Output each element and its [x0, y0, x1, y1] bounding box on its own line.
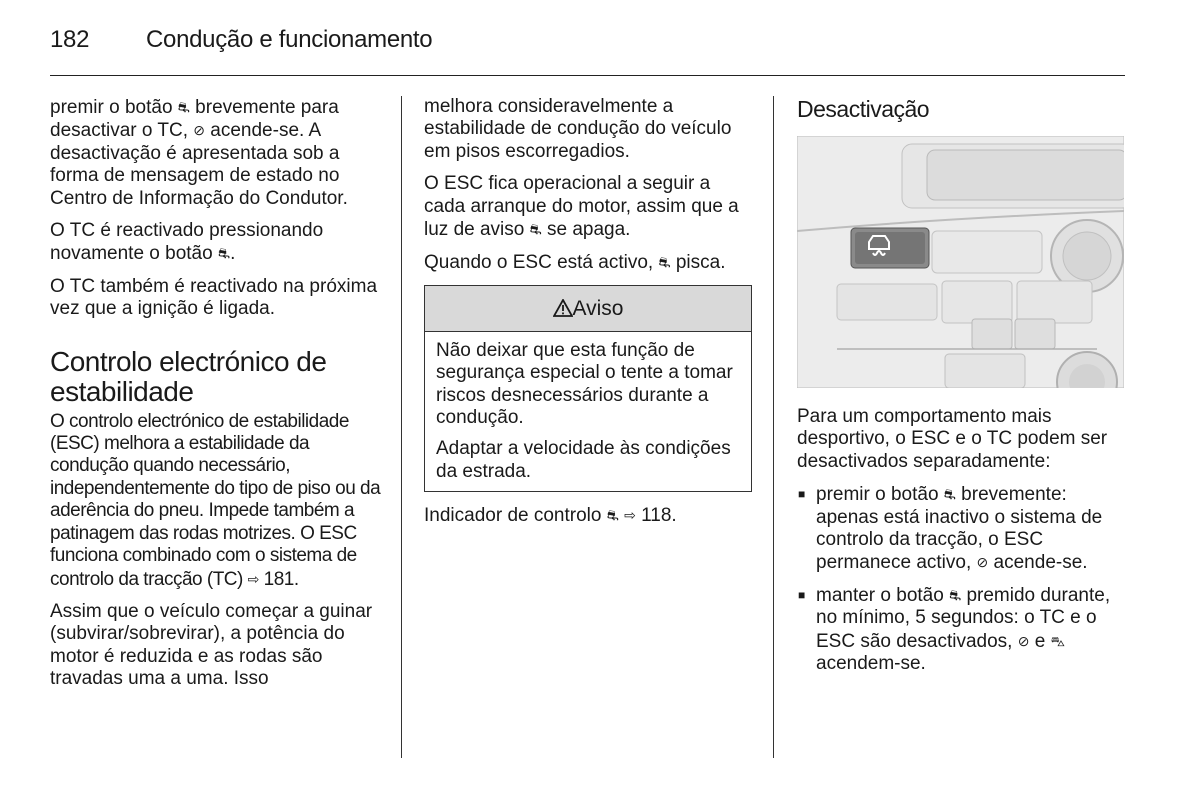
warning-text: Não deixar que esta função de segurança especial o tente a tomar riscos desnecessários durante a condução.: [436, 339, 733, 429]
tc-off-indicator-icon: ⊘: [976, 554, 989, 571]
warning-text: Adaptar a velocidade às condições da estrada.: [436, 438, 731, 482]
paragraph: O TC também é reactivado na próxima vez que a ignição é ligada.: [50, 275, 378, 320]
paragraph: Assim que o veículo começar a guinar (subvirar/sobrevirar), a potência do motor é reduzida e as rodas são travadas uma a uma. Isso: [50, 600, 373, 690]
list-item: ■ manter o botão ⛐ premido durante, no mínimo, 5 segundos: o TC e o ESC são desactivados, ⊘ e ⛍ acendem-se.: [797, 584, 1127, 676]
column-3: [797, 96, 1127, 684]
bullet-list: [797, 483, 1127, 675]
paragraph: premir o botão ⛐ brevemente para desactivar o TC, ⊘ acende-se. A desactivação é apresentada sob a forma de mensagem de estado no Centro de Informação do Condutor.: [50, 97, 348, 209]
paragraph: melhora consideravelmente a estabilidade de condução do veículo em pisos escorregadios.: [424, 96, 732, 162]
paragraph: Indicador de controlo ⛐ ⇨ 118.: [424, 505, 677, 527]
tc-off-indicator-icon: ⊘: [1017, 632, 1030, 649]
paragraph: O ESC fica operacional a seguir a cada arranque do motor, assim que a luz de aviso ⛐ se apaga.: [424, 173, 739, 241]
paragraph: Para um comportamento mais desportivo, o ESC e o TC podem ser desactivados separadamente:: [797, 406, 1108, 472]
arrow-reference-icon: ⇨: [247, 570, 259, 587]
page-number: 182: [50, 26, 90, 53]
section-title: Condução e funcionamento: [146, 26, 433, 53]
traction-control-button-icon: ⛐: [658, 254, 671, 271]
paragraph: O TC é reactivado pressionando novamente o botão ⛐.: [50, 220, 324, 265]
warning-title: Aviso: [572, 296, 624, 320]
section-heading: Desactivação: [797, 96, 930, 122]
paragraph: Quando o ESC está activo, ⛐ pisca.: [424, 252, 726, 274]
traction-control-button-icon: ⛐: [177, 99, 190, 115]
traction-control-button-icon: ⛐: [949, 586, 962, 603]
traction-control-button-icon: ⛐: [217, 245, 231, 262]
warning-triangle-icon: [553, 299, 573, 317]
list-item: ■ premir o botão ⛐ brevemente: apenas está inactivo o sistema de controlo da tracção, o ESC permanece activo, ⊘ acende-se.: [797, 483, 1127, 575]
paragraph: O controlo electrónico de estabilidade (ESC) melhora a estabilidade da condução quando necessário, independentemente do tipo de piso ou da aderência do pneu. Impede também a patinagem das rodas motrizes. O ESC funciona combinado com o sistema de controlo da tracção (TC) ⇨ 181.: [50, 410, 381, 590]
column-divider-1: [401, 96, 402, 758]
esc-off-indicator-icon: ⛍: [1050, 632, 1066, 649]
column-1: [50, 96, 385, 701]
header-rule: [50, 75, 1125, 76]
column-2: [424, 96, 754, 538]
traction-control-button-icon: ⛐: [943, 486, 956, 503]
traction-control-button-icon: ⛐: [529, 221, 542, 238]
section-heading: Controlo electrónico de estabilidade: [50, 345, 327, 407]
traction-control-button-icon: ⛐: [606, 507, 619, 524]
warning-box: [424, 285, 752, 492]
warning-body: [425, 332, 751, 491]
arrow-reference-icon: ⇨: [624, 507, 636, 524]
tc-off-indicator-icon: ⊘: [193, 122, 205, 139]
center-console-photo: [797, 136, 1124, 388]
warning-header: [425, 286, 751, 332]
page-header: [50, 26, 432, 54]
column-divider-2: [773, 96, 774, 758]
